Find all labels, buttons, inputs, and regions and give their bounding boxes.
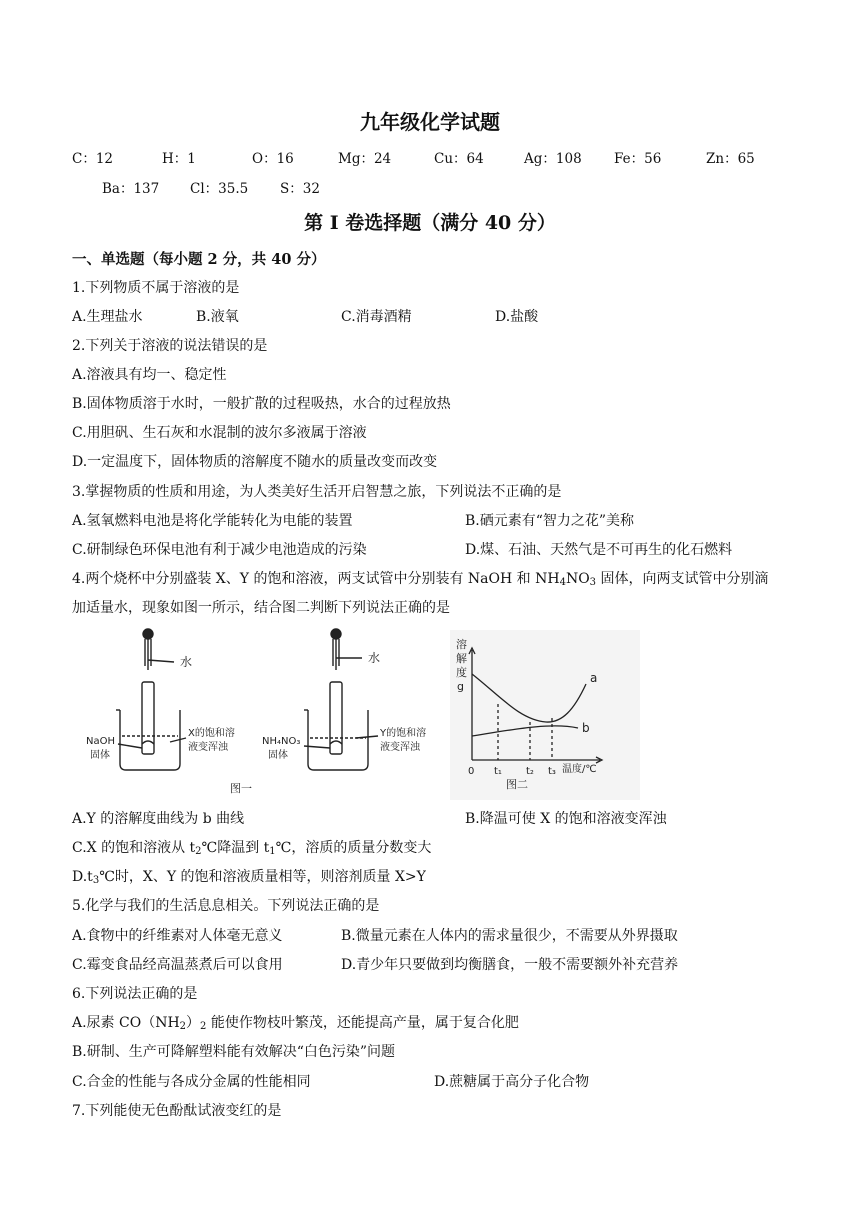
subscript: 3 <box>92 875 100 886</box>
naoh-solid-label: 固体 <box>90 750 110 761</box>
subscript: 2 <box>200 1021 207 1032</box>
q6-a-text: 能使作物枝叶繁茂，还能提高产量，属于复合化肥 <box>206 1015 519 1031</box>
question-4-stem <box>72 569 769 593</box>
q4-d-text: ℃时，X、Y 的饱和溶液质量相等，则溶剂质量 X>Y <box>99 869 426 885</box>
atomic-mass: O：16 <box>252 151 294 167</box>
atomic-mass: C：12 <box>72 151 114 167</box>
q4-option-b: B.降温可使 X 的饱和溶液变浑浊 <box>465 811 667 827</box>
q4-option-a: A.Y 的溶解度曲线为 b 曲线 <box>72 811 245 827</box>
q4-c-text: ℃降温到 t <box>201 840 270 856</box>
y-solution-label2: 液变浑浊 <box>380 742 420 753</box>
q6-a-text: ） <box>186 1015 201 1031</box>
y-label-char: g <box>457 680 464 693</box>
part-title: 第 I 卷选择题（满分 40 分） <box>304 212 556 234</box>
atomic-mass: Mg：24 <box>338 151 392 167</box>
subscript: 2 <box>179 1021 187 1032</box>
subscript: 4 <box>559 577 566 588</box>
question-2-stem: 2.下列关于溶液的说法错误的是 <box>72 338 268 354</box>
nh4no3-label: NH₄NO₃ <box>262 736 301 747</box>
figure-2 <box>450 630 640 800</box>
q5-option-c: C.霉变食品经高温蒸煮后可以食用 <box>72 957 283 973</box>
y-label-char: 解 <box>456 652 467 665</box>
atomic-mass: Ag：108 <box>524 151 582 167</box>
q1-option-c: C.消毒酒精 <box>341 309 412 325</box>
curve-a-label: a <box>590 671 598 685</box>
figure-1 <box>82 626 448 796</box>
tick-label: t₁ <box>494 766 502 777</box>
q4-c-text: ℃，溶质的质量分数变大 <box>275 840 432 856</box>
naoh-label: NaOH <box>86 736 115 747</box>
y-solution-label: Y的饱和溶 <box>380 728 427 739</box>
section-title: 一、单选题（每小题 2 分，共 40 分） <box>72 251 326 268</box>
q3-option-d: D.煤、石油、天然气是不可再生的化石燃料 <box>465 542 733 558</box>
atomic-mass: Cu：64 <box>434 151 484 167</box>
tick-label: t₃ <box>548 766 556 777</box>
q5-option-b: B.微量元素在人体内的需求量很少，不需要从外界摄取 <box>341 928 678 944</box>
atomic-mass: Fe：56 <box>614 151 662 167</box>
curve-a <box>472 674 586 722</box>
q4-stem-text: NO <box>565 571 590 587</box>
subscript: 2 <box>195 846 202 857</box>
q5-option-d: D.青少年只要做到均衡膳食，一般不需要额外补充营养 <box>341 957 679 973</box>
q6-option-c: C.合金的性能与各成分金属的性能相同 <box>72 1074 311 1090</box>
q6-option-d: D.蔗糖属于高分子化合物 <box>434 1074 590 1090</box>
figure-1-caption: 图一 <box>230 782 252 795</box>
question-1-stem: 1.下列物质不属于溶液的是 <box>72 280 240 296</box>
question-7-stem: 7.下列能使无色酚酞试液变红的是 <box>72 1103 282 1119</box>
q6-option-b: B.研制、生产可降解塑料能有效解决“白色污染”问题 <box>72 1044 396 1060</box>
y-label-char: 溶 <box>456 638 467 651</box>
q5-option-a: A.食物中的纤维素对人体毫无意义 <box>72 928 283 944</box>
curve-b-label: b <box>582 721 590 735</box>
water-label-right: 水 <box>368 651 381 665</box>
q1-option-b: B.液氧 <box>196 309 239 325</box>
q4-option-c <box>72 838 431 862</box>
q6-option-a <box>72 1013 519 1037</box>
atomic-mass: S：32 <box>280 181 320 197</box>
q3-option-a: A.氢氧燃料电池是将化学能转化为电能的装置 <box>72 513 353 529</box>
q6-a-text: A.尿素 CO（NH <box>72 1015 180 1031</box>
q1-option-d: D.盐酸 <box>495 309 539 325</box>
q2-option-d: D.一定温度下，固体物质的溶解度不随水的质量改变而改变 <box>72 454 438 470</box>
question-6-stem: 6.下列说法正确的是 <box>72 986 198 1002</box>
curve-b <box>472 726 578 736</box>
tick-label: t₂ <box>526 766 534 777</box>
q4-d-text: D.t <box>72 869 93 885</box>
q1-option-a: A.生理盐水 <box>72 309 143 325</box>
q4-option-d <box>72 867 426 891</box>
question-5-stem: 5.化学与我们的生活息息相关。下列说法正确的是 <box>72 898 380 914</box>
question-3-stem: 3.掌握物质的性质和用途，为人类美好生活开启智慧之旅，下列说法不正确的是 <box>72 484 562 500</box>
q3-option-c: C.研制绿色环保电池有利于减少电池造成的污染 <box>72 542 367 558</box>
q2-option-b: B.固体物质溶于水时，一般扩散的过程吸热，水合的过程放热 <box>72 396 451 412</box>
subscript: 1 <box>269 846 276 857</box>
q4-stem-text: 4.两个烧杯中分别盛装 X、Y 的饱和溶液，两支试管中分别装有 NaOH 和 NH <box>72 571 560 587</box>
atomic-mass: Cl：35.5 <box>190 181 249 197</box>
atomic-mass: H：1 <box>162 151 196 167</box>
q4-c-text: C.X 的饱和溶液从 t <box>72 840 196 856</box>
question-4-stem-line2: 加适量水，现象如图一所示，结合图二判断下列说法正确的是 <box>72 600 450 616</box>
nh4no3-solid-label: 固体 <box>268 750 288 761</box>
q3-option-b: B.硒元素有“智力之花”美称 <box>465 513 635 529</box>
page-title: 九年级化学试题 <box>360 110 500 134</box>
q2-option-a: A.溶液具有均一、稳定性 <box>72 367 227 383</box>
atomic-mass: Ba：137 <box>102 181 160 197</box>
atomic-mass: Zn：65 <box>706 151 755 167</box>
subscript: 3 <box>589 577 597 588</box>
figure-2-caption: 图二 <box>506 778 528 791</box>
x-solution-label2: 液变浑浊 <box>188 742 228 753</box>
q2-option-c: C.用胆矾、生石灰和水混制的波尔多液属于溶液 <box>72 425 367 441</box>
q4-stem-text: 固体，向两支试管中分别滴 <box>596 571 769 587</box>
x-solution-label: X的饱和溶 <box>188 728 235 739</box>
water-label-left: 水 <box>180 655 193 669</box>
tick-label: 0 <box>468 766 475 777</box>
y-label-char: 度 <box>456 666 467 679</box>
x-axis-label: 温度/℃ <box>562 764 597 775</box>
